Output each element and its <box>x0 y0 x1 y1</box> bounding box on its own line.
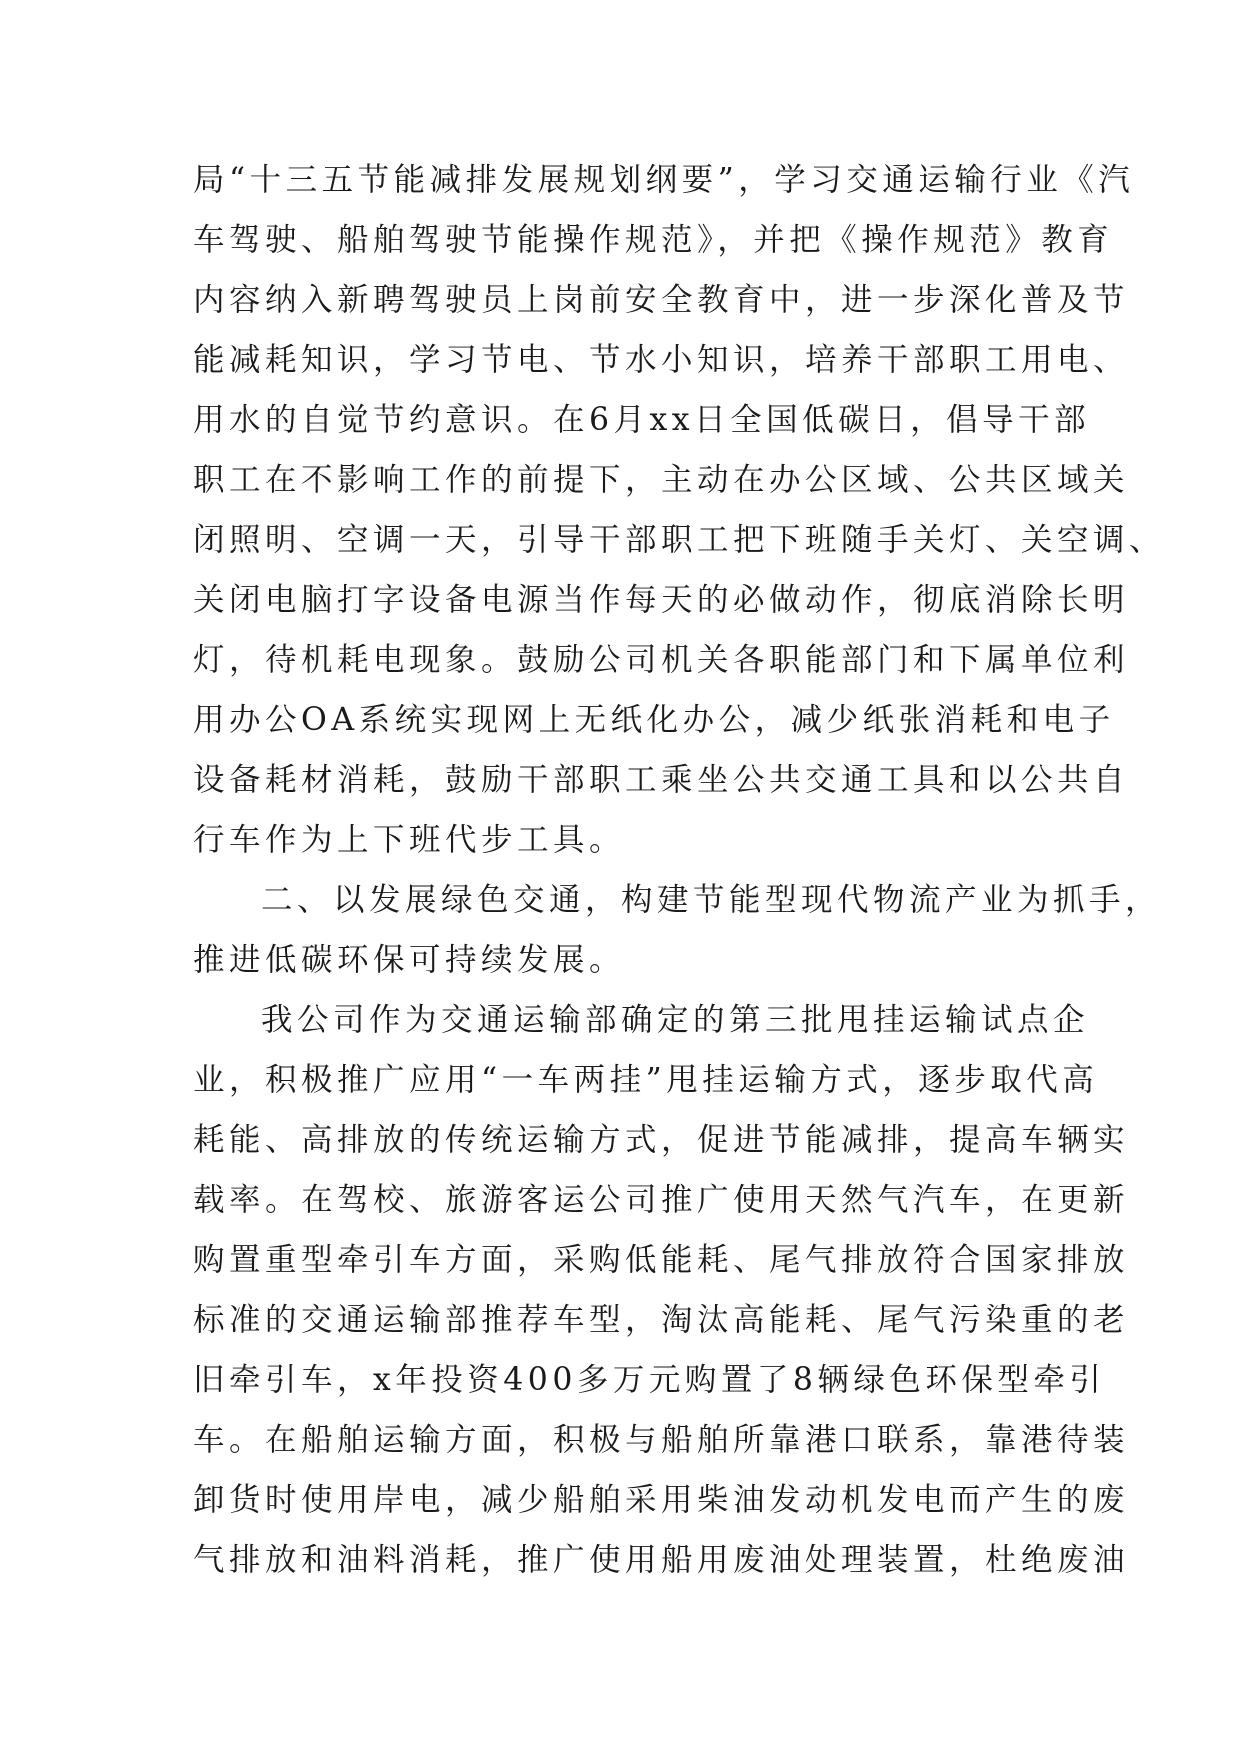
text-line: 关闭电脑打字设备电源当作每天的必做动作，彻底消除长明 <box>193 582 1130 618</box>
text-line: 卸货时使用岸电，减少船舶采用柴油发动机发电而产生的废 <box>193 1482 1130 1518</box>
text-line: 内容纳入新聘驾驶员上岗前安全教育中，进一步深化普及节 <box>193 282 1130 318</box>
text-line: 闭照明、空调一天，引导干部职工把下班随手关灯、关空调、 <box>193 522 1166 558</box>
text-line: 旧牵引车，x年投资400多万元购置了8辆绿色环保型牵引 <box>193 1362 1106 1398</box>
text-line: 车驾驶、船舶驾驶节能操作规范》，并把《操作规范》教育 <box>193 222 1114 258</box>
text-line: 标准的交通运输部推荐车型，淘汰高能耗、尾气污染重的老 <box>193 1302 1130 1338</box>
text-line: 购置重型牵引车方面，采购低能耗、尾气排放符合国家排放 <box>193 1242 1130 1278</box>
text-line: 行车作为上下班代步工具。 <box>193 822 626 858</box>
text-line: 灯，待机耗电现象。鼓励公司机关各职能部门和下属单位利 <box>193 642 1130 678</box>
text-line: 能减耗知识，学习节电、节水小知识，培养干部职工用电、 <box>193 342 1130 378</box>
text-line: 局“十三五节能减排发展规划纲要”，学习交通运输行业《汽 <box>193 162 1135 198</box>
paragraph-energy-saving-education <box>193 150 1166 870</box>
text-line: 用水的自觉节约意识。在6月xx日全国低碳日，倡导干部 <box>193 402 1091 438</box>
text-line: 我公司作为交通运输部确定的第三批甩挂运输试点企 <box>261 1002 1090 1038</box>
heading-line: 推进低碳环保可持续发展。 <box>193 942 626 978</box>
paragraph-drop-and-pull-transport <box>193 990 1130 1590</box>
text-line: 业，积极推广应用“一车两挂”甩挂运输方式，逐步取代高 <box>193 1062 1099 1098</box>
text-line: 职工在不影响工作的前提下，主动在办公区域、公共区域关 <box>193 462 1130 498</box>
text-line: 气排放和油料消耗，推广使用船用废油处理装置，杜绝废油 <box>193 1542 1130 1578</box>
heading-line: 二、以发展绿色交通，构建节能型现代物流产业为抓手， <box>261 882 1162 918</box>
text-line: 车。在船舶运输方面，积极与船舶所靠港口联系，靠港待装 <box>193 1422 1130 1458</box>
text-line: 载率。在驾校、旅游客运公司推广使用天然气汽车，在更新 <box>193 1182 1130 1218</box>
text-line: 用办公OA系统实现网上无纸化办公，减少纸张消耗和电子 <box>193 702 1115 738</box>
text-line: 设备耗材消耗，鼓励干部职工乘坐公共交通工具和以公共自 <box>193 762 1130 798</box>
text-line: 耗能、高排放的传统运输方式，促进节能减排，提高车辆实 <box>193 1122 1130 1158</box>
section-heading-green-transport <box>193 870 1162 990</box>
